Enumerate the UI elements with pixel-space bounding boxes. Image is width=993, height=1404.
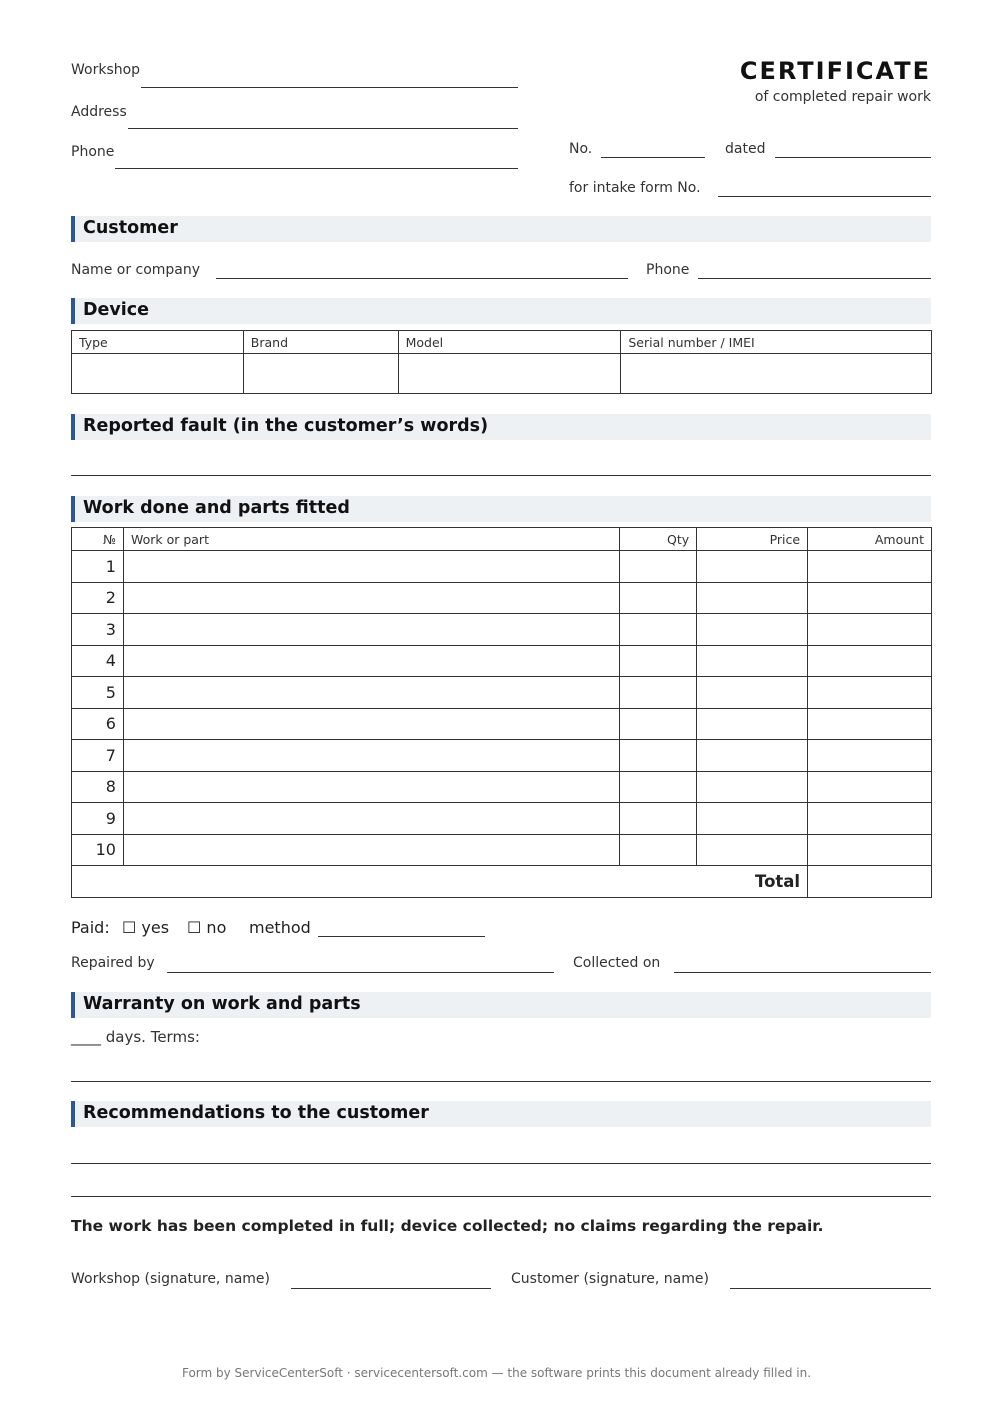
item-cell[interactable]	[123, 708, 619, 740]
amount-cell[interactable]	[808, 551, 932, 583]
certificate-no-field[interactable]	[601, 157, 705, 158]
paid-no-checkbox[interactable]: ☐ no	[187, 918, 227, 937]
table-row	[72, 645, 932, 677]
work-col-qty: Qty	[620, 528, 697, 551]
item-cell[interactable]	[123, 582, 619, 614]
address-label: Address	[71, 104, 127, 120]
section-warranty-heading: Warranty on work and parts	[83, 994, 361, 1014]
workshop-field[interactable]	[141, 87, 518, 88]
customer-signature-label: Customer (signature, name)	[511, 1271, 709, 1287]
row-number: 3	[72, 614, 124, 646]
table-row	[72, 551, 932, 583]
amount-cell[interactable]	[808, 771, 932, 803]
repaired-by-field[interactable]	[167, 972, 554, 973]
total-amount-cell[interactable]	[808, 866, 932, 898]
qty-cell[interactable]	[620, 803, 697, 835]
payment-method-field[interactable]	[318, 936, 485, 937]
device-col-serial: Serial number / IMEI	[621, 331, 932, 354]
row-number: 4	[72, 645, 124, 677]
work-table	[71, 527, 932, 898]
row-number: 10	[72, 834, 124, 866]
device-col-brand: Brand	[243, 331, 398, 354]
total-label: Total	[72, 866, 808, 898]
qty-cell[interactable]	[620, 677, 697, 709]
item-cell[interactable]	[123, 551, 619, 583]
repaired-by-label: Repaired by	[71, 955, 155, 971]
warranty-days-text: ____ days. Terms:	[71, 1028, 200, 1046]
row-number: 8	[72, 771, 124, 803]
customer-phone-label: Phone	[646, 262, 690, 278]
certificate-no-label: No.	[569, 141, 593, 157]
collected-on-label: Collected on	[573, 955, 661, 971]
device-serial-cell[interactable]	[621, 354, 932, 394]
item-cell[interactable]	[123, 834, 619, 866]
item-cell[interactable]	[123, 614, 619, 646]
price-cell[interactable]	[697, 771, 808, 803]
qty-cell[interactable]	[620, 645, 697, 677]
item-cell[interactable]	[123, 803, 619, 835]
customer-signature-field[interactable]	[730, 1288, 931, 1289]
document-subtitle: of completed repair work	[754, 89, 931, 105]
row-number: 7	[72, 740, 124, 772]
amount-cell[interactable]	[808, 740, 932, 772]
table-row	[72, 803, 932, 835]
collected-on-field[interactable]	[674, 972, 931, 973]
price-cell[interactable]	[697, 551, 808, 583]
recommendations-line-2[interactable]	[71, 1196, 931, 1197]
price-cell[interactable]	[697, 677, 808, 709]
workshop-phone-field[interactable]	[115, 168, 518, 169]
qty-cell[interactable]	[620, 834, 697, 866]
price-cell[interactable]	[697, 645, 808, 677]
table-row	[72, 740, 932, 772]
workshop-label: Workshop	[71, 62, 141, 78]
payment-method-label: method	[249, 918, 311, 937]
price-cell[interactable]	[697, 740, 808, 772]
table-row	[72, 582, 932, 614]
qty-cell[interactable]	[620, 614, 697, 646]
section-warranty	[71, 992, 931, 1018]
amount-cell[interactable]	[808, 834, 932, 866]
section-fault-heading: Reported fault (in the customer’s words)	[83, 416, 489, 436]
work-col-price: Price	[697, 528, 808, 551]
footer-note: Form by ServiceCenterSoft · servicecentersoft.com — the software prints this document already filled in.	[181, 1366, 812, 1380]
amount-cell[interactable]	[808, 645, 932, 677]
dated-label: dated	[725, 141, 766, 157]
price-cell[interactable]	[697, 614, 808, 646]
device-model-cell[interactable]	[398, 354, 621, 394]
amount-cell[interactable]	[808, 708, 932, 740]
section-device-heading: Device	[83, 300, 150, 320]
amount-cell[interactable]	[808, 614, 932, 646]
warranty-terms-line[interactable]	[71, 1081, 931, 1082]
recommendations-line-1[interactable]	[71, 1163, 931, 1164]
device-brand-cell[interactable]	[243, 354, 398, 394]
qty-cell[interactable]	[620, 708, 697, 740]
paid-yes-checkbox[interactable]: ☐ yes	[122, 918, 170, 937]
row-number: 5	[72, 677, 124, 709]
price-cell[interactable]	[697, 708, 808, 740]
workshop-signature-label: Workshop (signature, name)	[71, 1271, 270, 1287]
work-col-amount: Amount	[808, 528, 932, 551]
price-cell[interactable]	[697, 582, 808, 614]
workshop-signature-field[interactable]	[291, 1288, 491, 1289]
amount-cell[interactable]	[808, 582, 932, 614]
amount-cell[interactable]	[808, 803, 932, 835]
item-cell[interactable]	[123, 645, 619, 677]
device-col-type: Type	[72, 331, 244, 354]
qty-cell[interactable]	[620, 771, 697, 803]
price-cell[interactable]	[697, 803, 808, 835]
intake-form-field[interactable]	[718, 196, 931, 197]
table-row	[72, 834, 932, 866]
customer-name-field[interactable]	[216, 278, 628, 279]
workshop-phone-label: Phone	[71, 144, 115, 160]
intake-form-label: for intake form No.	[569, 180, 701, 196]
dated-field[interactable]	[775, 157, 931, 158]
document-title: CERTIFICATE	[739, 57, 931, 85]
price-cell[interactable]	[697, 834, 808, 866]
section-work-heading: Work done and parts fitted	[83, 498, 350, 518]
item-cell[interactable]	[123, 771, 619, 803]
row-number: 2	[72, 582, 124, 614]
amount-cell[interactable]	[808, 677, 932, 709]
section-fault	[71, 414, 931, 440]
paid-label: Paid:	[71, 918, 110, 937]
table-row	[72, 677, 932, 709]
section-recommendations	[71, 1101, 931, 1127]
item-cell[interactable]	[123, 677, 619, 709]
section-work	[71, 496, 931, 522]
work-col-item: Work or part	[123, 528, 619, 551]
qty-cell[interactable]	[620, 582, 697, 614]
customer-phone-field[interactable]	[698, 278, 931, 279]
qty-cell[interactable]	[620, 551, 697, 583]
total-row	[72, 866, 932, 898]
row-number: 1	[72, 551, 124, 583]
fault-line[interactable]	[71, 475, 931, 476]
table-row	[72, 771, 932, 803]
device-type-cell[interactable]	[72, 354, 244, 394]
section-customer	[71, 216, 931, 242]
section-device	[71, 298, 931, 324]
customer-name-label: Name or company	[71, 262, 201, 278]
item-cell[interactable]	[123, 740, 619, 772]
table-row	[72, 708, 932, 740]
device-table	[71, 330, 932, 394]
device-col-model: Model	[398, 331, 621, 354]
table-row	[72, 614, 932, 646]
row-number: 9	[72, 803, 124, 835]
qty-cell[interactable]	[620, 740, 697, 772]
section-customer-heading: Customer	[83, 218, 178, 238]
address-field[interactable]	[128, 128, 518, 129]
row-number: 6	[72, 708, 124, 740]
section-recommendations-heading: Recommendations to the customer	[83, 1103, 429, 1123]
completion-statement: The work has been completed in full; device collected; no claims regarding the repair.	[71, 1217, 824, 1235]
work-col-num: №	[72, 528, 124, 551]
